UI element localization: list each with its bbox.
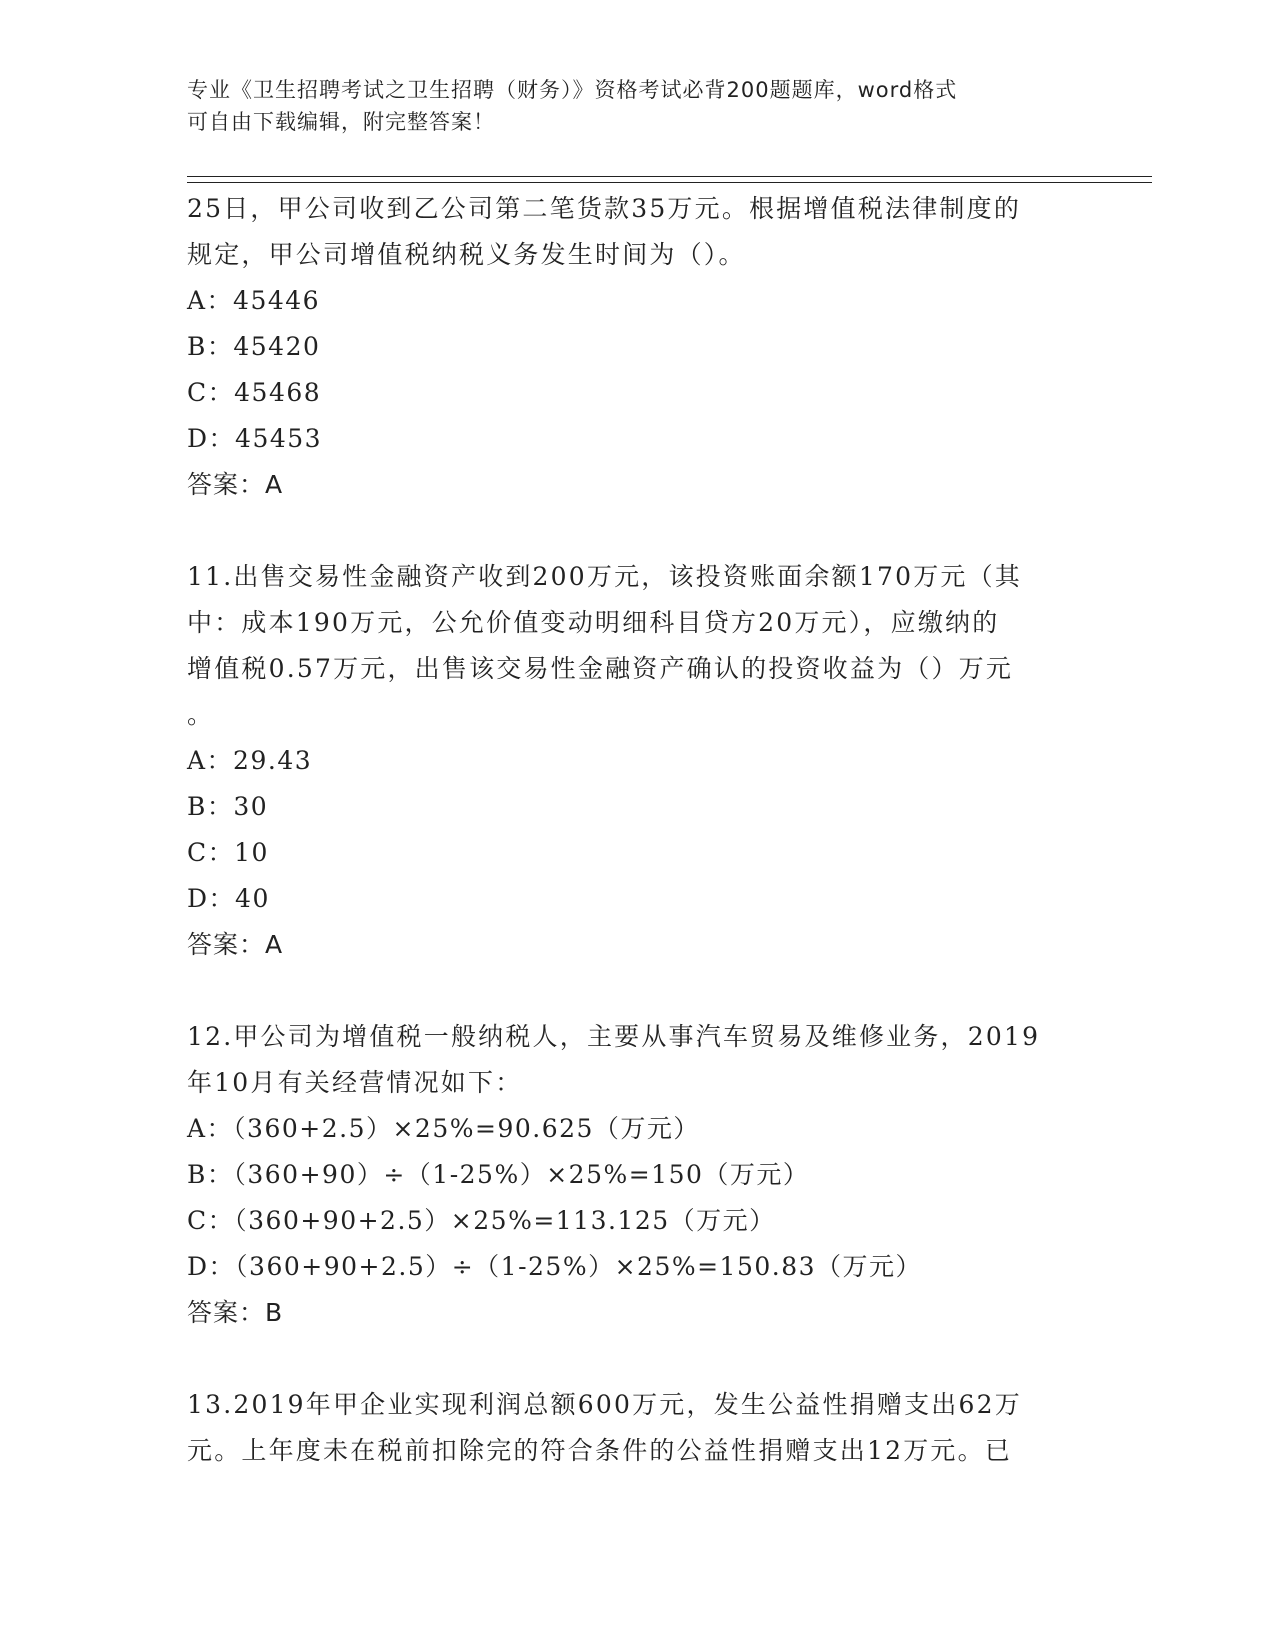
option-a: A：45446: [187, 286, 321, 315]
option-c: C：（360+90+2.5）×25%=113.125（万元）: [187, 1206, 776, 1235]
question-text-line: 11.出售交易性金融资产收到200万元，该投资账面余额170万元（其: [187, 562, 1022, 591]
option-a: A：（360+2.5）×25%=90.625（万元）: [187, 1114, 700, 1143]
question-text-line: 元。上年度未在税前扣除完的符合条件的公益性捐赠支出12万元。已: [187, 1436, 1013, 1465]
option-c: C：10: [187, 838, 269, 867]
spacer: [187, 508, 1087, 554]
question-text-line: 13.2019年甲企业实现利润总额600万元，发生公益性捐赠支出62万: [187, 1390, 1022, 1419]
option-c: C：45468: [187, 378, 322, 407]
option-a: A：29.43: [187, 746, 313, 775]
option-b: B：45420: [187, 332, 321, 361]
question-text-line: 。: [187, 700, 215, 729]
header-divider-bottom: [187, 182, 1152, 183]
answer: 答案：B: [187, 1298, 284, 1327]
spacer: [187, 1336, 1087, 1382]
question-text-line: 年10月有关经营情况如下：: [187, 1068, 523, 1097]
question-11: [187, 554, 1087, 968]
question-text-line: 规定，甲公司增值税纳税义务发生时间为（）。: [187, 240, 746, 269]
document-body: [187, 186, 1087, 1474]
option-d: D：（360+90+2.5）÷（1-25%）×25%=150.83（万元）: [187, 1252, 923, 1281]
header-line-2: 可自由下载编辑，附完整答案！: [187, 110, 495, 134]
question-12: [187, 1014, 1087, 1336]
option-b: B：30: [187, 792, 269, 821]
option-b: B：（360+90）÷（1-25%）×25%=150（万元）: [187, 1160, 810, 1189]
question-13: [187, 1382, 1087, 1474]
header-divider-top: [187, 176, 1152, 177]
option-d: D：45453: [187, 424, 323, 453]
answer: 答案：A: [187, 930, 284, 959]
question-text-line: 25日，甲公司收到乙公司第二笔货款35万元。根据增值税法律制度的: [187, 194, 1022, 223]
option-d: D：40: [187, 884, 270, 913]
header-line-1: 专业《卫生招聘考试之卫生招聘（财务）》资格考试必背200题题库，word格式: [187, 78, 958, 102]
answer: 答案：A: [187, 470, 284, 499]
spacer: [187, 968, 1087, 1014]
document-header: [187, 74, 1067, 138]
question-text-line: 增值税0.57万元，出售该交易性金融资产确认的投资收益为（）万元: [187, 654, 1014, 683]
question-10: [187, 186, 1087, 508]
question-text-line: 12.甲公司为增值税一般纳税人，主要从事汽车贸易及维修业务，2019: [187, 1022, 1041, 1051]
question-text-line: 中：成本190万元，公允价值变动明细科目贷方20万元），应缴纳的: [187, 608, 1000, 637]
